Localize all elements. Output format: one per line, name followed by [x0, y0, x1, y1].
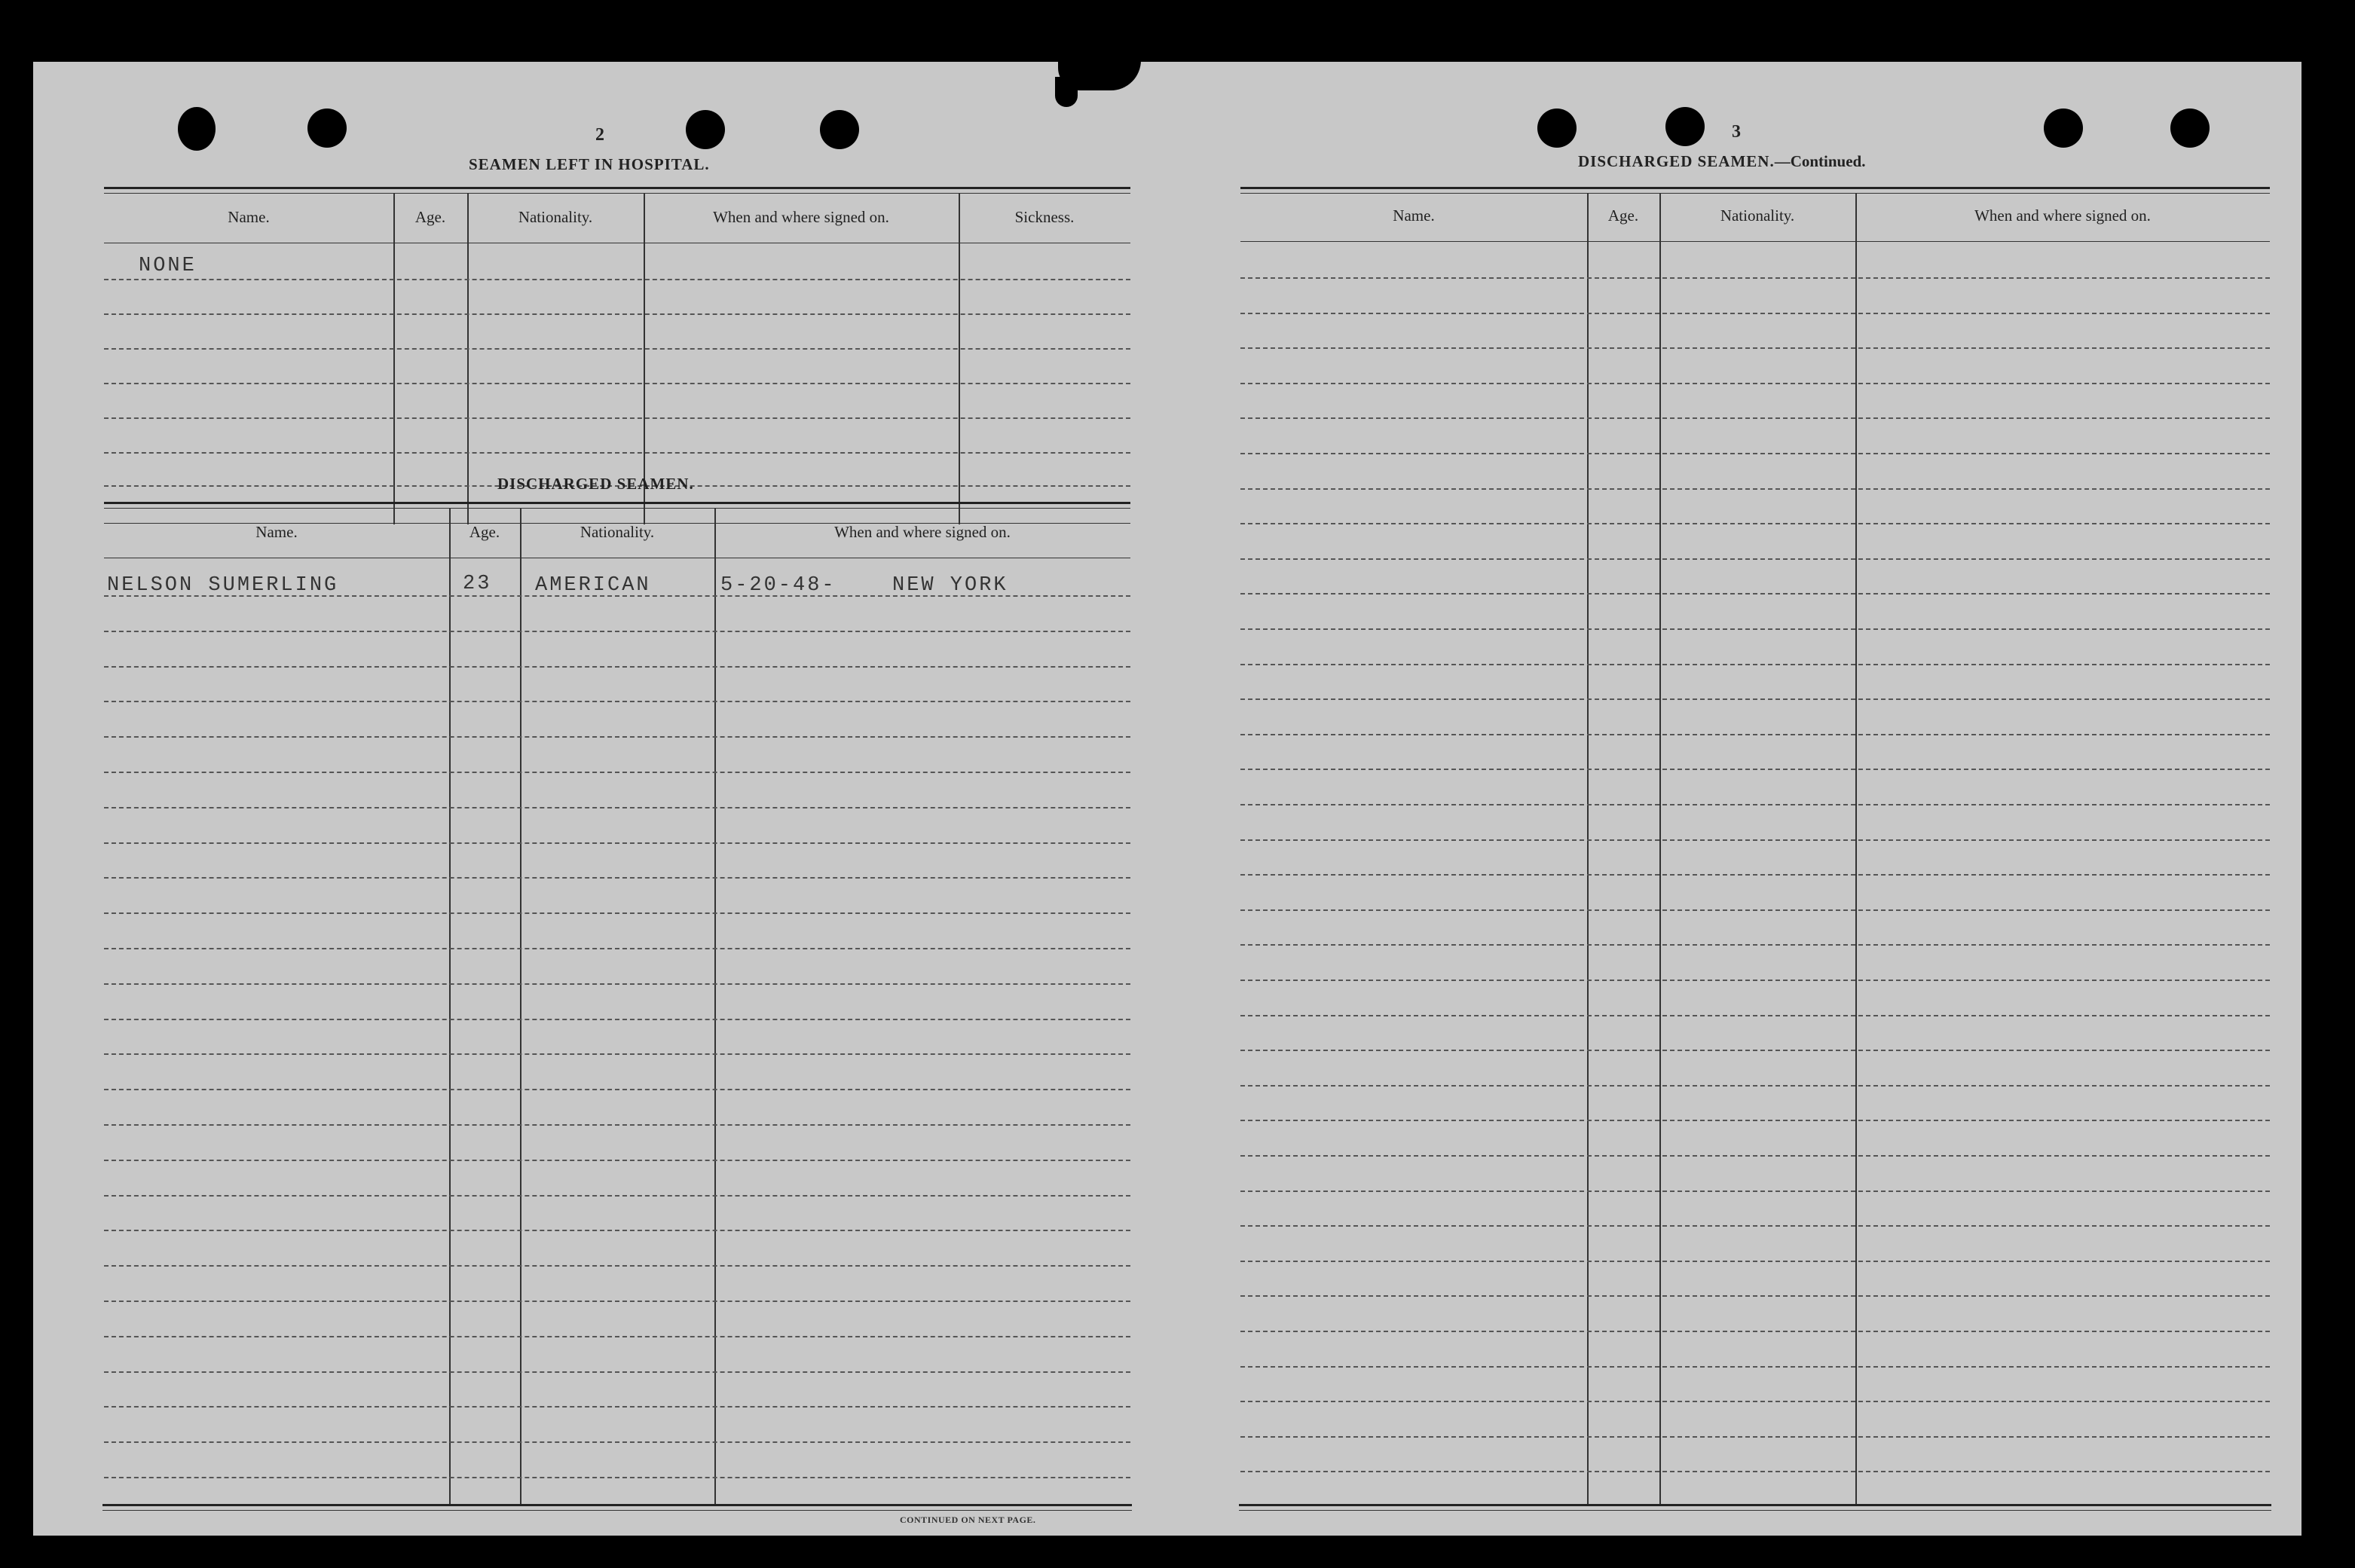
- ruled-line: [104, 631, 1130, 632]
- ruled-line: [1240, 664, 2270, 665]
- ruled-line: [104, 1477, 1130, 1478]
- discharged-continued-title: [1578, 152, 1865, 171]
- ruled-line: [1240, 1401, 2270, 1402]
- ruled-line: [1240, 628, 2270, 630]
- entry-name: NELSON SUMERLING: [107, 574, 339, 597]
- torn-edge: [1055, 77, 1078, 107]
- ruled-line: [1240, 1225, 2270, 1227]
- col-header-name: Name.: [228, 208, 270, 226]
- ruled-line: [104, 1406, 1130, 1408]
- ruled-line: [1240, 909, 2270, 911]
- col-header-signed-on: When and where signed on.: [834, 523, 1011, 541]
- ruled-line: [1240, 277, 2270, 279]
- ruled-line: [1240, 383, 2270, 384]
- ruled-line: [104, 1336, 1130, 1337]
- ruled-line: [1240, 558, 2270, 560]
- page-number-left: 2: [595, 125, 604, 145]
- document-page: [33, 62, 2301, 1536]
- ruled-line: [1240, 1261, 2270, 1262]
- ruled-line: [1240, 804, 2270, 805]
- ruled-line: [1240, 1085, 2270, 1087]
- hospital-entry-none: NONE: [139, 255, 197, 277]
- col-header-age: Age.: [469, 523, 500, 541]
- ruled-line: [1240, 523, 2270, 524]
- ruled-line: [1240, 839, 2270, 841]
- ruled-line: [1240, 1015, 2270, 1016]
- ruled-line: [104, 912, 1130, 914]
- col-header-signed-on: When and where signed on.: [713, 208, 889, 226]
- ruled-line: [104, 1265, 1130, 1267]
- ruled-line: [104, 772, 1130, 773]
- ruled-line: [1240, 1471, 2270, 1472]
- ruled-line: [1240, 698, 2270, 700]
- col-header-nationality: Nationality.: [518, 208, 593, 226]
- ruled-line: [104, 1089, 1130, 1090]
- title-main: DISCHARGED SEAMEN.: [1578, 152, 1775, 170]
- punch-hole: [2170, 109, 2210, 148]
- punch-hole: [686, 110, 725, 149]
- ruled-line: [1240, 453, 2270, 454]
- ruled-line: [104, 595, 1130, 597]
- ruled-line: [104, 1019, 1130, 1020]
- ruled-line: [1240, 1191, 2270, 1192]
- ruled-line: [104, 736, 1130, 738]
- continued-footer: CONTINUED ON NEXT PAGE.: [900, 1515, 1036, 1525]
- punch-hole: [307, 109, 347, 148]
- ruled-line: [104, 807, 1130, 808]
- ruled-line: [1240, 734, 2270, 735]
- ruled-line: [104, 877, 1130, 879]
- ruled-line: [104, 1301, 1130, 1302]
- ruled-line: [1240, 488, 2270, 490]
- ruled-line: [104, 1441, 1130, 1443]
- punch-hole: [1665, 107, 1705, 146]
- entry-nationality: AMERICAN: [535, 574, 651, 597]
- col-header-age: Age.: [1607, 206, 1639, 225]
- entry-place: NEW YORK: [892, 574, 1008, 597]
- page-number-right: 3: [1732, 122, 1741, 142]
- ruled-line: [1240, 1120, 2270, 1121]
- entry-date: 5-20-48-: [720, 574, 836, 597]
- punch-hole: [1537, 109, 1577, 148]
- ruled-line: [1240, 1366, 2270, 1368]
- ruled-line: [104, 701, 1130, 702]
- col-header-name: Name.: [255, 523, 298, 541]
- col-header-nationality: Nationality.: [1720, 206, 1795, 225]
- ruled-line: [104, 1371, 1130, 1373]
- ruled-line: [1240, 313, 2270, 314]
- ruled-line: [1240, 874, 2270, 876]
- ruled-line: [104, 842, 1130, 844]
- ruled-line: [1240, 347, 2270, 349]
- punch-hole: [2044, 109, 2083, 148]
- col-header-nationality: Nationality.: [580, 523, 655, 541]
- col-header-signed-on: When and where signed on.: [1974, 206, 2151, 225]
- ruled-line: [1240, 980, 2270, 981]
- ruled-line: [104, 948, 1130, 949]
- ruled-line: [1240, 769, 2270, 770]
- ruled-line: [104, 1195, 1130, 1197]
- col-header-name: Name.: [1393, 206, 1435, 225]
- ruled-line: [1240, 944, 2270, 946]
- punch-hole: [820, 110, 859, 149]
- ruled-line: [104, 1124, 1130, 1126]
- entry-age: 23: [463, 573, 492, 595]
- ruled-line: [1240, 593, 2270, 594]
- ruled-line: [1240, 417, 2270, 419]
- ruled-line: [104, 1053, 1130, 1055]
- ruled-line: [1240, 1050, 2270, 1051]
- discharged-section-title: DISCHARGED SEAMEN.: [497, 475, 694, 493]
- ruled-line: [104, 1230, 1130, 1231]
- ruled-line: [1240, 1155, 2270, 1157]
- ruled-line: [104, 1160, 1130, 1161]
- ruled-line: [1240, 1295, 2270, 1297]
- hospital-section-title: SEAMEN LEFT IN HOSPITAL.: [469, 155, 710, 173]
- ruled-line: [1240, 1331, 2270, 1332]
- ruled-line: [104, 666, 1130, 668]
- col-header-sickness: Sickness.: [1014, 208, 1075, 226]
- title-continued: —Continued.: [1774, 152, 1866, 170]
- ruled-line: [1240, 1436, 2270, 1438]
- col-header-age: Age.: [414, 208, 446, 226]
- ruled-line: [104, 983, 1130, 985]
- punch-hole: [178, 107, 216, 151]
